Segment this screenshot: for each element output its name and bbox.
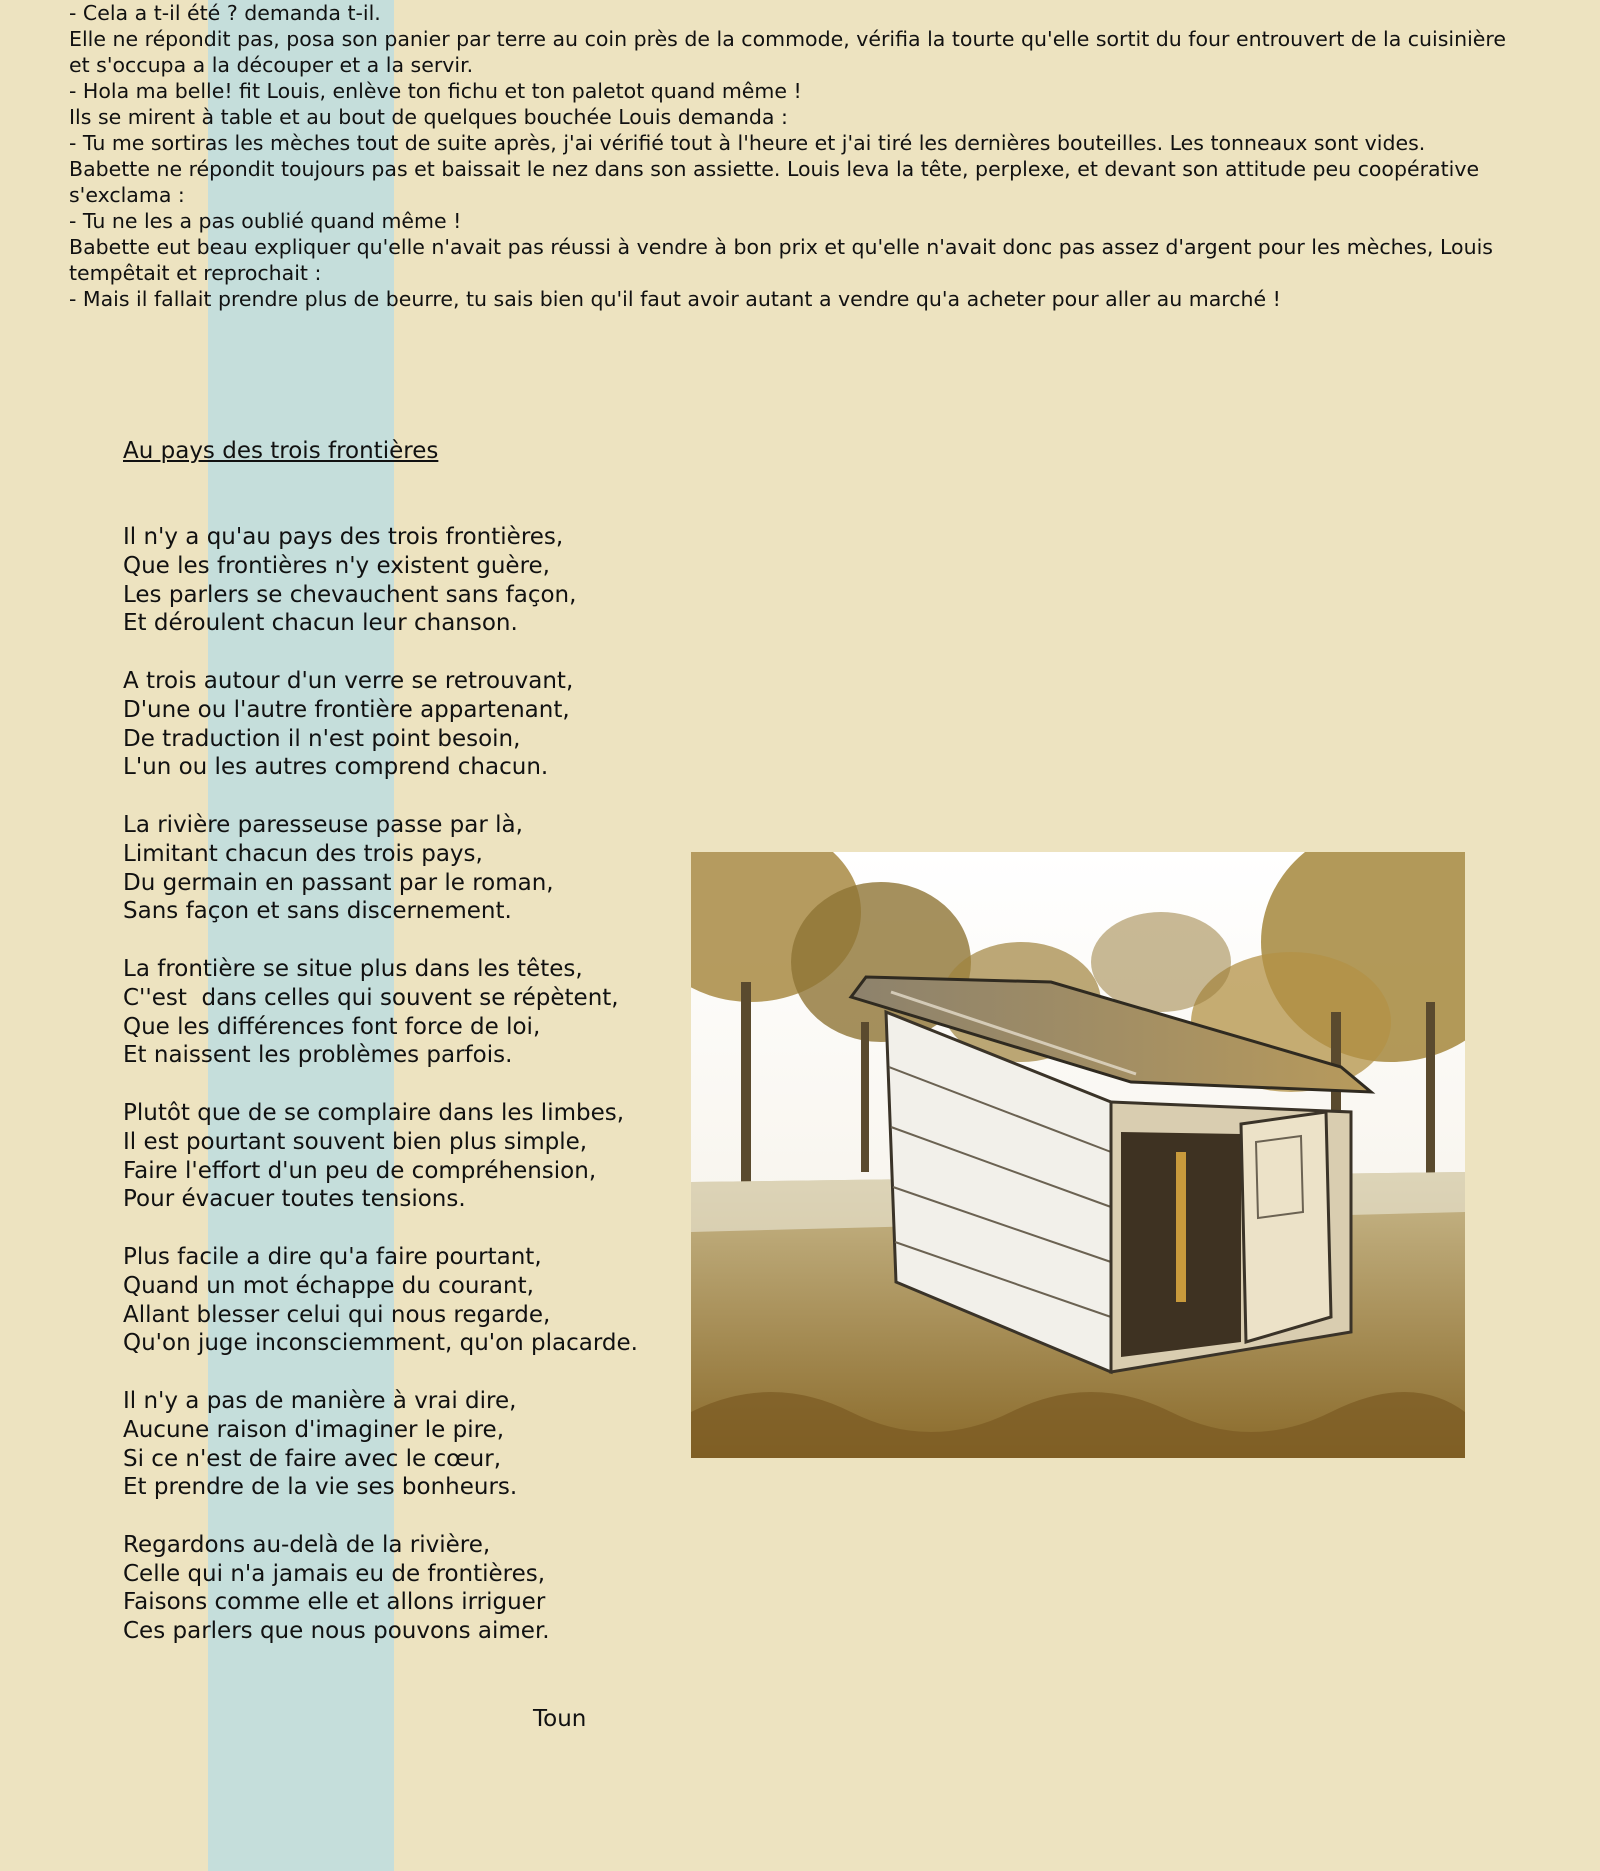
poem-body: [123, 523, 638, 1675]
poem-stanza: [123, 1243, 638, 1358]
poem-verse: D'une ou l'autre frontière appartenant,: [123, 696, 570, 723]
poem-verse: Il est pourtant souvent bien plus simple,: [123, 1128, 588, 1155]
poem-verse: La rivière paresseuse passe par là,: [123, 811, 523, 838]
poem-verse: Que les différences font force de loi,: [123, 1013, 541, 1040]
poem-verse: Il n'y a qu'au pays des trois frontières,: [123, 524, 564, 550]
prose-line: tempêtait et reprochait :: [69, 261, 322, 285]
poem-verse: Quand un mot échappe du courant,: [123, 1272, 534, 1299]
prose-line: - Hola ma belle! fit Louis, enlève ton fichu et ton paletot quand même !: [69, 79, 802, 103]
poem-verse: Plus facile a dire qu'a faire pourtant,: [123, 1243, 542, 1270]
prose-line: - Tu me sortiras les mèches tout de suite après, j'ai vérifié tout à l'heure et j'ai tiré les dernières bouteilles. Les tonneaux sont vides.: [69, 131, 1426, 155]
prose-line: Ils se mirent à table et au bout de quelques bouchée Louis demanda :: [69, 105, 788, 129]
poem-verse: Sans façon et sans discernement.: [123, 898, 512, 925]
poem-verse: Faire l'effort d'un peu de compréhension,: [123, 1157, 597, 1184]
poem-verse: Aucune raison d'imaginer le pire,: [123, 1416, 505, 1443]
poem-verse: Si ce n'est de faire avec le cœur,: [123, 1445, 502, 1472]
poem-title: Au pays des trois frontières: [123, 438, 439, 464]
poem-verse: De traduction il n'est point besoin,: [123, 725, 521, 752]
poem-verse: Et prendre de la vie ses bonheurs.: [123, 1474, 518, 1501]
poem-verse: Allant blesser celui qui nous regarde,: [123, 1301, 551, 1328]
prose-line: - Tu ne les a pas oublié quand même !: [69, 209, 462, 233]
author-signature: Toun: [533, 1706, 587, 1732]
poem-stanza: [123, 955, 638, 1070]
prose-line: Elle ne répondit pas, posa son panier par terre au coin près de la commode, vérifia la tourte qu'elle sortit du four entrouvert de la cuisinière: [69, 27, 1507, 51]
poem-verse: Et naissent les problèmes parfois.: [123, 1042, 513, 1069]
poem-stanza: [123, 1099, 638, 1214]
shed-photo: [691, 852, 1465, 1458]
poem-verse: C''est dans celles qui souvent se répètent,: [123, 984, 619, 1011]
poem-verse: Celle qui n'a jamais eu de frontières,: [123, 1560, 546, 1587]
prose-line: Babette eut beau expliquer qu'elle n'avait pas réussi à vendre à bon prix et qu'elle n'avait donc pas assez d'argent pour les mèches, Louis: [69, 235, 1493, 259]
story-excerpt: [69, 0, 1529, 312]
prose-line: et s'occupa a la découper et a la servir.: [69, 53, 474, 77]
prose-line: Babette ne répondit toujours pas et baissait le nez dans son assiette. Louis leva la tête, perplexe, et devant son attitude peu coopérative: [69, 157, 1480, 181]
poem-verse: Limitant chacun des trois pays,: [123, 840, 483, 867]
poem-verse: Qu'on juge inconsciemment, qu'on placarde.: [123, 1330, 638, 1357]
prose-line: s'exclama :: [69, 183, 185, 207]
poem-verse: Regardons au-delà de la rivière,: [123, 1531, 491, 1558]
poem-verse: Et déroulent chacun leur chanson.: [123, 610, 518, 637]
poem-verse: Pour évacuer toutes tensions.: [123, 1186, 466, 1213]
poem-stanza: [123, 811, 638, 926]
poem-verse: Les parlers se chevauchent sans façon,: [123, 581, 577, 608]
poem-stanza: [123, 667, 638, 782]
poem-verse: Plutôt que de se complaire dans les limbes,: [123, 1099, 625, 1126]
poem-stanza: [123, 1531, 638, 1646]
poem-verse: Que les frontières n'y existent guère,: [123, 552, 550, 579]
poem-stanza: [123, 1387, 638, 1502]
poem-verse: Du germain en passant par le roman,: [123, 869, 554, 896]
prose-line: - Cela a t-il été ? demanda t-il.: [69, 1, 381, 25]
poem-verse: A trois autour d'un verre se retrouvant,: [123, 667, 574, 694]
poem-verse: La frontière se situe plus dans les têtes,: [123, 955, 583, 982]
poem-verse: Faisons comme elle et allons irriguer: [123, 1589, 546, 1616]
poem-verse: Ces parlers que nous pouvons aimer.: [123, 1618, 550, 1645]
poem-stanza: [123, 523, 638, 638]
poem-verse: Il n'y a pas de manière à vrai dire,: [123, 1387, 517, 1414]
prose-line: - Mais il fallait prendre plus de beurre, tu sais bien qu'il faut avoir autant a vendre qu'a acheter pour aller au marché !: [69, 287, 1281, 311]
poem-verse: L'un ou les autres comprend chacun.: [123, 754, 549, 781]
